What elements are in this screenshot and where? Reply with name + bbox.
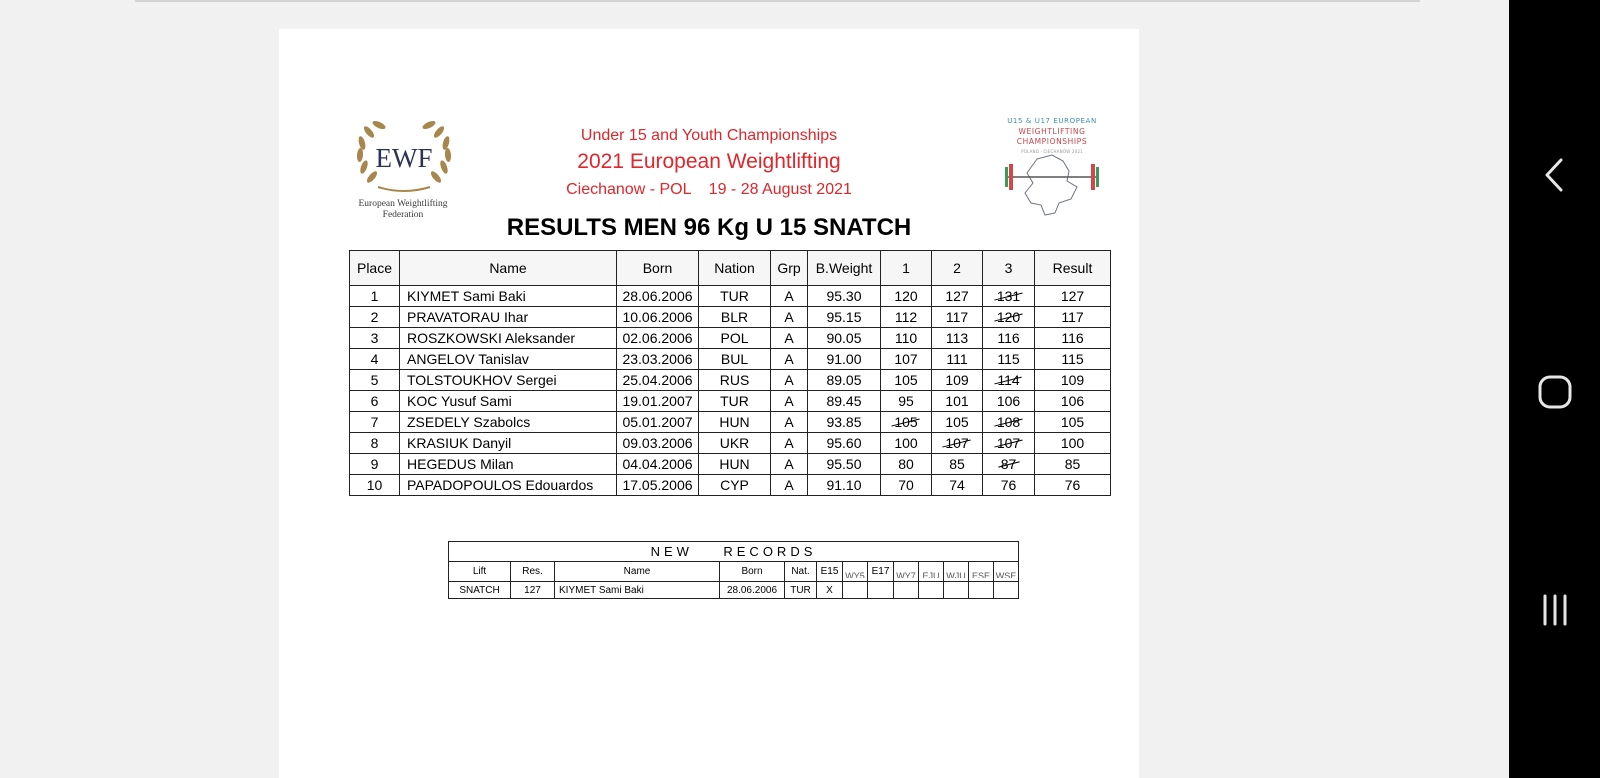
attempt-3 [983,370,1035,391]
col-attempt-2: 2 [932,251,983,286]
attempt-1: 95 [881,391,932,412]
attempt-1: 112 [881,307,932,328]
col-grp: Grp [771,251,808,286]
result-cell: 106 [1035,391,1111,412]
born-date: 10.06.2006 [617,307,699,328]
bodyweight: 95.60 [808,433,881,454]
record-empty-cell [969,582,994,599]
result-cell: 116 [1035,328,1111,349]
group-cell: A [771,370,808,391]
group-cell: A [771,286,808,307]
results-row [350,328,1111,349]
nation-code: POL [699,328,771,349]
athlete-name: KOC Yusuf Sami [400,391,617,412]
attempt-3: 106 [983,391,1035,412]
place-cell: 2 [350,307,400,328]
attempt-3 [983,412,1035,433]
born-date: 17.05.2006 [617,475,699,496]
born-date: 02.06.2006 [617,328,699,349]
record-lift: SNATCH [449,582,511,599]
championship-title: 2021 European Weightlifting [577,150,841,173]
champ-logo-line4: POLAND · CIECHANÓW 2021 [1021,149,1083,154]
attempt-2: 127 [932,286,983,307]
failed-attempt: 108 [996,414,1021,430]
athlete-name: KIYMET Sami Baki [400,286,617,307]
new-records-table [448,541,1019,599]
bodyweight: 91.00 [808,349,881,370]
rec-col-wse: WSE [994,562,1019,582]
rec-col-lift: Lift [449,562,511,582]
record-empty-cell [894,582,919,599]
attempt-2: 109 [932,370,983,391]
bodyweight: 95.15 [808,307,881,328]
result-cell: 85 [1035,454,1111,475]
group-cell: A [771,349,808,370]
results-row [350,391,1111,412]
nation-code: HUN [699,454,771,475]
ewf-caption-line2: Federation [382,210,424,220]
group-cell: A [771,454,808,475]
home-icon [1537,374,1573,410]
bodyweight: 91.10 [808,475,881,496]
attempt-2: 117 [932,307,983,328]
result-cell: 109 [1035,370,1111,391]
attempt-2: 85 [932,454,983,475]
place-cell: 5 [350,370,400,391]
failed-attempt: 131 [996,288,1021,304]
col-place: Place [350,251,400,286]
born-date: 09.03.2006 [617,433,699,454]
rec-col-ese: ESE [969,562,994,582]
athlete-name: PRAVATORAU Ihar [400,307,617,328]
attempt-3 [983,286,1035,307]
attempt-1: 105 [881,370,932,391]
place-cell: 10 [350,475,400,496]
rec-col-res: Res. [511,562,555,582]
results-row [350,433,1111,454]
recent-apps-icon [1537,592,1573,628]
rec-col-e15: E15 [817,562,843,582]
attempt-3: 116 [983,328,1035,349]
rec-col-born: Born [720,562,785,582]
record-empty-cell [843,582,868,599]
nation-code: TUR [699,286,771,307]
col-result: Result [1035,251,1111,286]
attempt-3 [983,433,1035,454]
rec-col-wju: WJU [944,562,969,582]
attempt-1: 110 [881,328,932,349]
attempt-1: 70 [881,475,932,496]
record-e15-mark: X [817,582,843,599]
record-born: 28.06.2006 [720,582,785,599]
new-records-title: NEW RECORDS [449,542,1019,562]
champ-logo-line1: U15 & U17 EUROPEAN [1007,117,1097,125]
record-row [449,582,1019,599]
failed-attempt: 107 [945,435,969,451]
group-cell: A [771,307,808,328]
attempt-1 [881,412,932,433]
place-cell: 4 [350,349,400,370]
athlete-name: ZSEDELY Szabolcs [400,412,617,433]
bodyweight: 95.30 [808,286,881,307]
failed-attempt: 114 [997,372,1020,388]
attempt-1: 100 [881,433,932,454]
attempt-2: 101 [932,391,983,412]
failed-attempt: 105 [894,414,918,430]
home-button[interactable] [1509,372,1600,412]
group-cell: A [771,328,808,349]
result-cell: 76 [1035,475,1111,496]
nation-code: HUN [699,412,771,433]
ewf-caption-line1: European Weightlifting [358,199,448,209]
attempt-1: 120 [881,286,932,307]
system-navigation-bar [1509,0,1600,778]
born-date: 28.06.2006 [617,286,699,307]
champ-logo-line2: WEIGHTLIFTING [1018,127,1086,136]
col-attempt-3: 3 [983,251,1035,286]
col-nation: Nation [699,251,771,286]
born-date: 04.04.2006 [617,454,699,475]
rec-col-wy5: WY5 [843,562,868,582]
results-row [350,349,1111,370]
attempt-2: 105 [932,412,983,433]
ewf-monogram: EWF [375,143,433,173]
col-name: Name [400,251,617,286]
record-empty-cell [919,582,944,599]
results-row [350,454,1111,475]
rec-col-wy7: WY7 [894,562,919,582]
championship-logo [997,117,1107,221]
result-cell: 105 [1035,412,1111,433]
attempt-2: 74 [932,475,983,496]
results-header-row [350,251,1111,286]
champ-logo-line3: CHAMPIONSHIPS [1016,137,1088,146]
results-row [350,286,1111,307]
col-born: Born [617,251,699,286]
athlete-name: KRASIUK Danyil [400,433,617,454]
nation-code: TUR [699,391,771,412]
results-table [349,250,1111,496]
place-cell: 3 [350,328,400,349]
attempt-1: 107 [881,349,932,370]
born-date: 25.04.2006 [617,370,699,391]
results-title: RESULTS MEN 96 Kg U 15 SNATCH [506,214,912,241]
born-date: 23.03.2006 [617,349,699,370]
rec-col-e17: E17 [868,562,894,582]
attempt-3 [983,307,1035,328]
rec-col-name: Name [555,562,720,582]
col-bweight: B.Weight [808,251,881,286]
failed-attempt: 120 [996,309,1021,325]
nation-code: CYP [699,475,771,496]
results-row [350,412,1111,433]
result-cell: 117 [1035,307,1111,328]
record-nation: TUR [785,582,817,599]
bodyweight: 95.50 [808,454,881,475]
attempt-3: 76 [983,475,1035,496]
born-date: 05.01.2007 [617,412,699,433]
championship-location-dates: Ciechanow - POL 19 - 28 August 2021 [566,181,852,198]
attempt-3: 115 [983,349,1035,370]
group-cell: A [771,412,808,433]
results-row [350,307,1111,328]
group-cell: A [771,391,808,412]
record-empty-cell [944,582,969,599]
attempt-2: 113 [932,328,983,349]
back-icon [1540,157,1570,193]
athlete-name: PAPADOPOULOS Edouardos [400,475,617,496]
group-cell: A [771,475,808,496]
record-result: 127 [511,582,555,599]
nation-code: RUS [699,370,771,391]
record-name: KIYMET Sami Baki [555,582,720,599]
bodyweight: 89.05 [808,370,881,391]
rec-col-nat: Nat. [785,562,817,582]
result-cell: 127 [1035,286,1111,307]
born-date: 19.01.2007 [617,391,699,412]
scroll-edge [135,0,1420,2]
records-header-row [449,562,1019,582]
recent-apps-button[interactable] [1509,590,1600,630]
barbell-map-icon [997,153,1107,219]
place-cell: 7 [350,412,400,433]
nation-code: BUL [699,349,771,370]
record-empty-cell [994,582,1019,599]
col-attempt-1: 1 [881,251,932,286]
athlete-name: ROSZKOWSKI Aleksander [400,328,617,349]
record-empty-cell [868,582,894,599]
attempt-3 [983,454,1035,475]
bodyweight: 93.85 [808,412,881,433]
athlete-name: HEGEDUS Milan [400,454,617,475]
athlete-name: ANGELOV Tanislav [400,349,617,370]
back-button[interactable] [1509,155,1600,195]
ewf-caption [341,199,465,221]
failed-attempt: 107 [996,435,1021,451]
place-cell: 8 [350,433,400,454]
results-row [350,475,1111,496]
rec-col-eju: EJU [919,562,944,582]
place-cell: 1 [350,286,400,307]
result-cell: 115 [1035,349,1111,370]
failed-attempt: 87 [1000,456,1017,472]
bodyweight: 90.05 [808,328,881,349]
document-page[interactable] [279,29,1139,778]
nation-code: UKR [699,433,771,454]
place-cell: 6 [350,391,400,412]
results-row [350,370,1111,391]
results-body [350,286,1111,496]
attempt-2: 111 [932,349,983,370]
result-cell: 100 [1035,433,1111,454]
bodyweight: 89.45 [808,391,881,412]
attempt-2 [932,433,983,454]
athlete-name: TOLSTOUKHOV Sergei [400,370,617,391]
place-cell: 9 [350,454,400,475]
championship-subtitle: Under 15 and Youth Championships [580,127,838,144]
attempt-1: 80 [881,454,932,475]
group-cell: A [771,433,808,454]
nation-code: BLR [699,307,771,328]
